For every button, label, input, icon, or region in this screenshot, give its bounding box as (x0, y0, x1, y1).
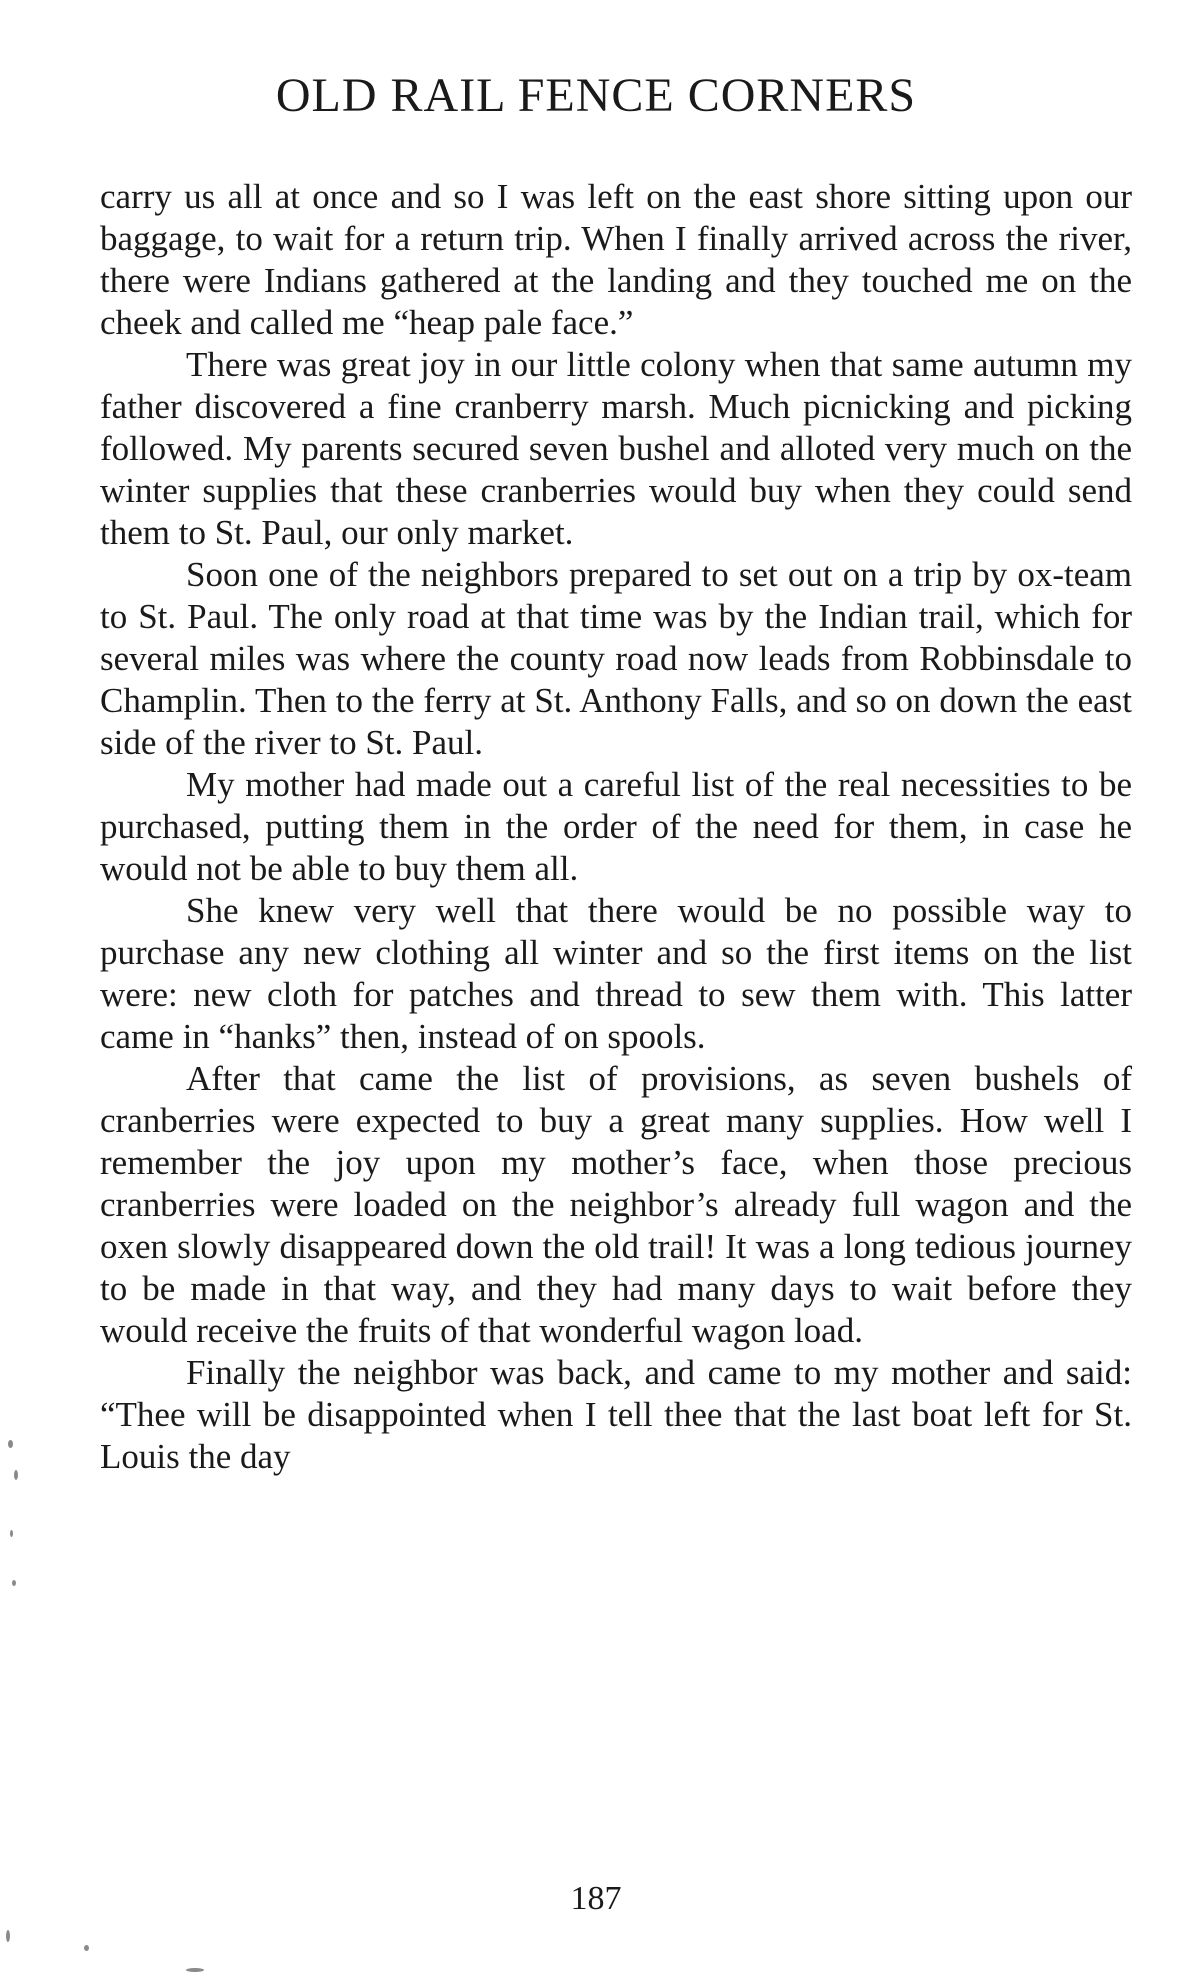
paragraph-ox-team-trip: Soon one of the neighbors prepared to set out on a trip by ox-team to St. Paul. The only road at that time was by the Indian trail, which for several miles was where the county road now leads from Robbinsdale to Champlin. Then to the ferry at St. Anthony Falls, and so on down the east side of the river to St. Paul. (100, 555, 1132, 762)
scan-speck (14, 1470, 18, 1480)
body-text (100, 176, 1132, 1478)
scan-speck (12, 1580, 16, 1586)
scan-speck (186, 1968, 204, 1972)
page-number: 187 (570, 1880, 622, 1917)
scan-speck (8, 1440, 13, 1448)
paragraph-necessities-list: My mother had made out a careful list of the real necessities to be purchased, putting them in the order of the need for them, in case he would not be able to buy them all. (100, 765, 1132, 888)
paragraph-continuation: carry us all at once and so I was left on the east shore sitting upon our baggage, to wait for a return trip. When I finally arrived across the river, there were Indians gathered at the landing and they touched me on the cheek and called me “heap pale face.” (100, 177, 1132, 342)
scan-speck (6, 1930, 10, 1942)
paragraph-neighbor-returns: Finally the neighbor was back, and came to my mother and said: “Thee will be disappointed when I tell thee that the last boat left for St. Louis the day (100, 1353, 1132, 1476)
paragraph-clothing: She knew very well that there would be no possible way to purchase any new clothing all winter and so the first items on the list were: new cloth for patches and thread to sew them with. This latter came in “hanks” then, instead of on spools. (100, 891, 1132, 1056)
running-head: OLD RAIL FENCE CORNERS (275, 69, 917, 122)
scan-speck (10, 1530, 13, 1537)
paragraph-provisions: After that came the list of provisions, as seven bushels of cranberries were expected to buy a great many supplies. How well I remember the joy upon my mother’s face, when those precious cranberries were loaded on the neighbor’s already full wagon and the oxen slowly disappeared down the old trail! It was a long tedious journey to be made in that way, and they had many days to wait before they would receive the fruits of that wonderful wagon load. (100, 1059, 1132, 1350)
scan-speck (84, 1945, 89, 1951)
paragraph-cranberry-marsh: There was great joy in our little colony when that same autumn my father discovered a fine cranberry marsh. Much picnicking and picking followed. My parents secured seven bushel and alloted very much on the winter supplies that these cranberries would buy when they could send them to St. Paul, our only market. (100, 345, 1132, 552)
